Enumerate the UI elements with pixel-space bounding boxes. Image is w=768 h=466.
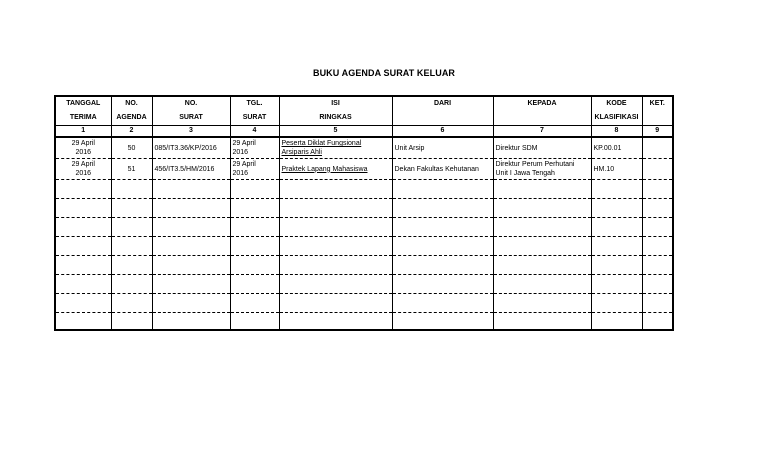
empty-cell: [642, 237, 673, 256]
empty-cell: [111, 218, 152, 237]
empty-cell: [279, 313, 392, 331]
empty-cell: [642, 218, 673, 237]
header-agenda: NO.: [111, 96, 152, 111]
empty-cell: [55, 294, 111, 313]
header-surat: NO.: [152, 96, 230, 111]
empty-cell: [591, 180, 642, 199]
empty-cell: [111, 199, 152, 218]
header-tanggal-sub: TERIMA: [55, 111, 111, 126]
empty-cell: [493, 237, 591, 256]
header-tanggal: TANGGAL: [55, 96, 111, 111]
empty-cell: [591, 275, 642, 294]
header-kode: KODE: [591, 96, 642, 111]
cell-line: 2016: [232, 170, 249, 177]
empty-cell: [591, 237, 642, 256]
header-ket-sub: [642, 111, 673, 126]
empty-cell: [230, 218, 279, 237]
empty-cell: [111, 275, 152, 294]
empty-cell: [642, 294, 673, 313]
empty-row: [55, 237, 673, 256]
cell-tanggal-terima: [55, 159, 111, 180]
empty-cell: [152, 294, 230, 313]
cell-line: 29 April: [71, 140, 95, 147]
empty-cell: [55, 256, 111, 275]
cell-line: Direktur SDM: [495, 144, 538, 152]
column-number: 6: [392, 126, 493, 138]
empty-cell: [55, 275, 111, 294]
cell-dari: Unit Arsip: [392, 137, 493, 159]
empty-cell: [392, 237, 493, 256]
empty-cell: [493, 275, 591, 294]
cell-no-surat: 085/IT3.36/KP/2016: [152, 137, 230, 159]
empty-cell: [642, 275, 673, 294]
empty-cell: [642, 256, 673, 275]
column-number: 5: [279, 126, 392, 138]
cell-line: 2016: [75, 170, 92, 177]
cell-line: Unit I Jawa Tengah: [495, 170, 555, 177]
empty-cell: [392, 199, 493, 218]
empty-cell: [152, 313, 230, 331]
empty-cell: [55, 180, 111, 199]
empty-cell: [642, 199, 673, 218]
column-number-row: [55, 126, 673, 138]
cell-line: Direktur Perum Perhutani: [495, 161, 575, 168]
empty-row: [55, 218, 673, 237]
cell-ket: [642, 137, 673, 159]
column-number: 4: [230, 126, 279, 138]
empty-cell: [493, 218, 591, 237]
cell-no-surat: 456/IT3.5/HM/2016: [152, 159, 230, 180]
empty-cell: [55, 199, 111, 218]
empty-row: [55, 275, 673, 294]
empty-cell: [493, 313, 591, 331]
empty-cell: [55, 218, 111, 237]
cell-no-agenda: 51: [111, 159, 152, 180]
empty-cell: [230, 237, 279, 256]
cell-kode: KP.00.01: [591, 137, 642, 159]
header-surat-sub: SURAT: [152, 111, 230, 126]
empty-cell: [392, 218, 493, 237]
empty-cell: [493, 294, 591, 313]
empty-cell: [111, 313, 152, 331]
cell-tgl-surat: [230, 137, 279, 159]
header-kode-sub: KLASIFIKASI: [591, 111, 642, 126]
empty-cell: [111, 256, 152, 275]
column-number: 9: [642, 126, 673, 138]
cell-dari: Dekan Fakultas Kehutanan: [392, 159, 493, 180]
empty-row: [55, 199, 673, 218]
table-row: [55, 137, 673, 159]
empty-cell: [392, 275, 493, 294]
empty-cell: [642, 313, 673, 331]
cell-line: Peserta Diklat Fungsional: [281, 140, 362, 147]
cell-line: 29 April: [71, 161, 95, 168]
empty-cell: [230, 313, 279, 331]
header-kepada: KEPADA: [493, 96, 591, 111]
header-isi-sub: RINGKAS: [279, 111, 392, 126]
cell-no-agenda: 50: [111, 137, 152, 159]
empty-cell: [55, 313, 111, 331]
empty-cell: [591, 256, 642, 275]
cell-isi-ringkas: [279, 137, 392, 159]
empty-cell: [279, 237, 392, 256]
empty-cell: [279, 275, 392, 294]
empty-cell: [230, 275, 279, 294]
empty-row: [55, 180, 673, 199]
empty-cell: [591, 218, 642, 237]
empty-cell: [55, 237, 111, 256]
empty-cell: [279, 256, 392, 275]
cell-line: 29 April: [232, 140, 256, 147]
empty-cell: [111, 237, 152, 256]
empty-cell: [111, 294, 152, 313]
empty-cell: [591, 294, 642, 313]
column-number: 7: [493, 126, 591, 138]
empty-cell: [392, 294, 493, 313]
empty-cell: [279, 199, 392, 218]
empty-cell: [152, 237, 230, 256]
cell-isi-ringkas: [279, 159, 392, 180]
header-isi: ISI: [279, 96, 392, 111]
empty-cell: [152, 275, 230, 294]
cell-line: Praktek Lapang Mahasiswa: [281, 165, 368, 173]
cell-ket: [642, 159, 673, 180]
header-dari-sub: [392, 111, 493, 126]
cell-tgl-surat: [230, 159, 279, 180]
empty-cell: [230, 180, 279, 199]
empty-cell: [230, 199, 279, 218]
empty-cell: [152, 256, 230, 275]
empty-cell: [152, 180, 230, 199]
agenda-table: [54, 95, 674, 331]
header-ket: KET.: [642, 96, 673, 111]
empty-cell: [493, 256, 591, 275]
empty-cell: [152, 218, 230, 237]
cell-line: Arsiparis Ahli: [281, 149, 322, 156]
column-number: 8: [591, 126, 642, 138]
header-agenda-sub: AGENDA: [111, 111, 152, 126]
header-kepada-sub: [493, 111, 591, 126]
empty-row: [55, 313, 673, 331]
page-title: BUKU AGENDA SURAT KELUAR: [312, 68, 456, 78]
empty-cell: [591, 313, 642, 331]
cell-tanggal-terima: [55, 137, 111, 159]
empty-cell: [493, 199, 591, 218]
empty-cell: [279, 180, 392, 199]
empty-cell: [392, 313, 493, 331]
column-number: 1: [55, 126, 111, 138]
empty-cell: [111, 180, 152, 199]
empty-cell: [392, 180, 493, 199]
cell-kode: HM.10: [591, 159, 642, 180]
header-dari: DARI: [392, 96, 493, 111]
header-tgl: TGL.: [230, 96, 279, 111]
column-number: 2: [111, 126, 152, 138]
cell-line: 2016: [232, 149, 249, 156]
column-number: 3: [152, 126, 230, 138]
empty-cell: [152, 199, 230, 218]
header-tgl-sub: SURAT: [230, 111, 279, 126]
empty-cell: [642, 180, 673, 199]
empty-cell: [493, 180, 591, 199]
empty-cell: [279, 294, 392, 313]
table-row: [55, 159, 673, 180]
empty-row: [55, 256, 673, 275]
empty-cell: [230, 256, 279, 275]
cell-kepada: [493, 159, 591, 180]
empty-row: [55, 294, 673, 313]
empty-cell: [279, 218, 392, 237]
empty-cell: [392, 256, 493, 275]
empty-cell: [591, 199, 642, 218]
cell-line: 2016: [75, 149, 92, 156]
cell-line: 29 April: [232, 161, 256, 168]
cell-kepada: [493, 137, 591, 159]
empty-cell: [230, 294, 279, 313]
